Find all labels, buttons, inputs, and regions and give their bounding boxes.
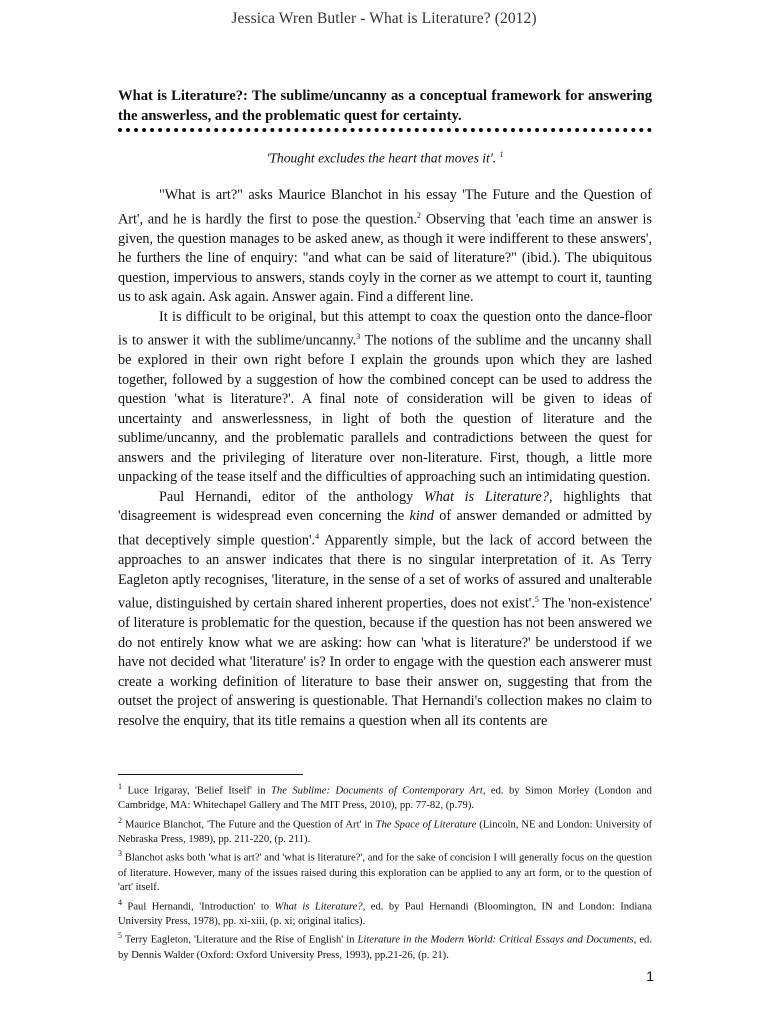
epigraph-text: 'Thought excludes the heart that moves it'. — [266, 150, 497, 166]
footnote-4 — [118, 896, 652, 930]
book-title: The Space of Literature — [375, 819, 477, 831]
book-title: What is Literature? — [423, 488, 549, 505]
text-run: Observing that 'each time an answer is given, the question manages to be asked anew, as though it were indifferent to these answers', he furthers the line of enquiry: "and what can be said of literature?" (ibid.). The ubiquitous question, impervious to answers, stands coyly in the corner as we attempt to court it, taunting us to ask again. Ask again. Answer again. Find a different line. — [118, 211, 652, 306]
text-run: , ed. by Paul Hernandi (Bloomington, IN and London: Indiana University Press, 1978), pp. xi-xiii, (p. xi; original italics). — [118, 901, 652, 927]
text-run: Terry Eagleton, 'Literature and the Rise of English' in — [122, 935, 358, 946]
text-run: of answer demanded or admitted by that deceptively simple question'. — [118, 508, 653, 549]
footnote-3 — [118, 847, 652, 895]
footnote-number: 3 — [118, 849, 122, 859]
text-run: , highlights that 'disagreement is widespread even concerning the — [118, 488, 652, 525]
emphasis: kind — [409, 508, 434, 525]
page-number: 1 — [646, 968, 654, 984]
paper-title: What is Literature?: The sublime/uncanny as a conceptual framework for answering the answerless, and the problematic quest for certainty. — [118, 88, 652, 124]
footnotes — [118, 780, 652, 963]
text-run: Maurice Blanchot, 'The Future and the Question of Art' in — [122, 819, 376, 831]
body-text — [118, 186, 652, 731]
footnote-number: 2 — [118, 815, 122, 825]
text-run: The 'non-existence' of literature is problematic for the question, because if the question has not been answered we do not entirely know what we are asking: how can 'what is literature?' be understood if we have not decided what 'literature' is? In order to engage with the question each answerer must create a working definition of literature to base their answer on, suggesting that from the outset the project of answering is questionable. That Hernandi's collection makes no claim to resolve the enquiry, that its title remains a question when all its contents are — [118, 595, 652, 729]
text-run: Blanchot asks both 'what is art?' and 'what is literature?', and for the sake of concision I will generally focus on the question of literature. However, many of the issues raised during this exploration can be applied to any art form, or to the question of 'art' itself. — [118, 852, 652, 894]
running-head: Jessica Wren Butler - What is Literature? (2012) — [231, 10, 537, 27]
book-title: Literature in the Modern World: Critical Essays and Documents — [357, 935, 634, 946]
footnote-ref[interactable]: 5 — [534, 595, 539, 605]
footnote-ref[interactable]: 2 — [417, 210, 422, 220]
text-run: (Lincoln, NE and London: University of Nebraska Press, 1989), pp. 211-220, (p. 211). — [118, 819, 652, 845]
text-run: Apparently simple, but the lack of accord between the approaches to an answer indicates that there is no singular interpretation of it. As Terry Eagleton aptly recognises, 'literature, in the sense of a set of works of assured and unalterable value, distinguished by certain shared inherent properties, does not exist'. — [118, 532, 652, 612]
book-title: What is Literature? — [274, 901, 363, 913]
footnote-number: 5 — [118, 931, 122, 941]
text-run: , ed. by Simon Morley (London and Cambridge, MA: Whitechapel Gallery and The MIT Press, 2010), pp. 77-82, (p.79). — [118, 785, 652, 812]
text-run: It is difficult to be original, but this attempt to coax the question onto the dance-floor is to answer it with the sublime/uncanny. — [118, 308, 652, 349]
text-run: The notions of the sublime and the uncanny shall be explored in their own right before I explain the grounds upon which they are lashed together, followed by a suggestion of how the combined concept can be used to address the question 'what is literature?'. A final note of consideration will be given to ideas of uncertainty and answerlessness, in light of both the question of literature and the sublime/uncanny, and the problematic parallels and contradictions between the quest for answers and the privileging of literature over non-literature. First, though, a little more unpacking of the tease itself and the difficulties of approaching such an intimidating question. — [118, 332, 652, 486]
text-run: , ed. by Dennis Walder (Oxford: Oxford University Press, 1993), pp.21-26, (p. 21). — [118, 935, 653, 961]
footnote-ref[interactable]: 4 — [315, 531, 320, 541]
paragraph-1 — [118, 186, 652, 308]
title-divider — [118, 128, 652, 132]
footnote-number: 4 — [118, 897, 122, 907]
footnote-divider — [118, 774, 303, 775]
text-run: "What is art?" asks Maurice Blanchot in his essay 'The Future and the Question of Art', and he is hardly the first to pose the question. — [118, 187, 652, 228]
footnote-number: 1 — [118, 782, 122, 791]
epigraph — [118, 150, 652, 167]
footnote-ref[interactable]: 3 — [356, 332, 361, 342]
text-run: Paul Hernandi, editor of the anthology — [159, 488, 424, 505]
text-run: Paul Hernandi, 'Introduction' to — [122, 901, 275, 913]
footnote-ref[interactable]: 1 — [499, 150, 504, 159]
book-title: The Sublime: Documents of Contemporary Art — [271, 785, 483, 797]
footnote-1 — [118, 780, 652, 814]
text-run: Luce Irigaray, 'Belief Itself' in — [122, 785, 272, 797]
paragraph-2 — [118, 308, 652, 488]
footnote-2 — [118, 814, 652, 848]
footnote-5 — [118, 929, 652, 963]
paragraph-3 — [118, 488, 652, 731]
